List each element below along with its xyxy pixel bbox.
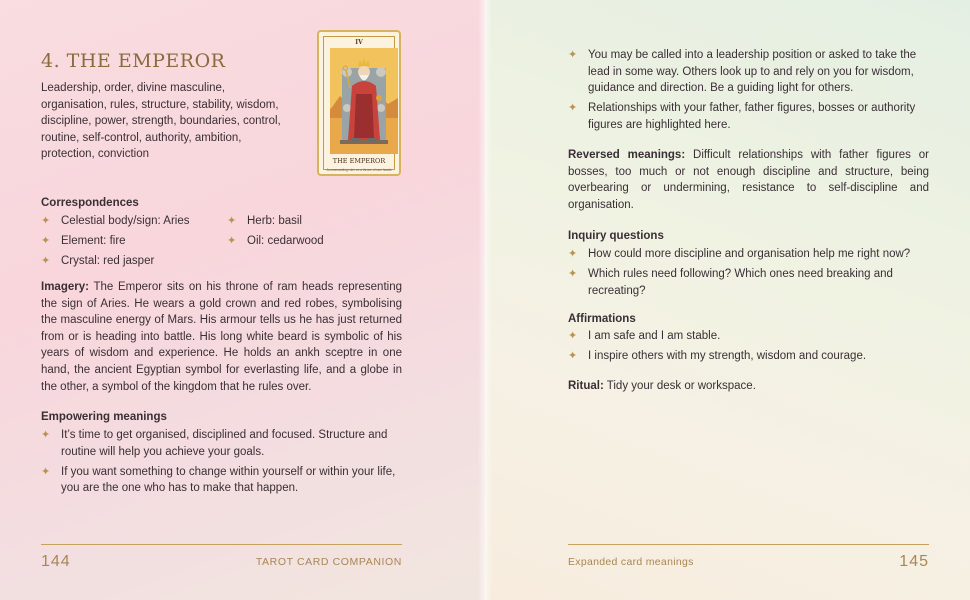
affirmations-heading: Affirmations [568,313,636,325]
page-number: 145 [899,553,929,570]
sparkle-bullet-icon: ✦ [568,330,578,342]
sparkle-bullet-icon: ✦ [568,49,578,61]
correspondences-list-col2 [227,213,377,253]
emperor-illustration [330,48,398,154]
sparkle-bullet-icon: ✦ [41,255,51,268]
sparkle-bullet-icon: ✦ [568,248,578,260]
list-item: ✦ I am safe and I am stable. [568,328,929,345]
list-item: ✦ I inspire others with my strength, wisdom and courage. [568,348,929,365]
reversed-meanings-label: Reversed meanings: [568,149,686,161]
running-title: Expanded card meanings [568,556,694,568]
list-item: ✦ How could more discipline and organisation help me right now? [568,246,929,263]
list-item: ✦ You may be called into a leadership position or asked to take the lead in some way. Others look up to and rely on you for wisdom, guidance and direction. Be a guiding light for others. [568,49,917,95]
sparkle-bullet-icon: ✦ [41,465,51,478]
footer-divider [41,544,402,545]
imagery-label: Imagery: [41,281,89,293]
sparkle-bullet-icon: ✦ [227,215,237,227]
card-frame [323,36,395,170]
card-numeral: IV [355,39,363,46]
sparkle-bullet-icon: ✦ [227,235,237,248]
affirmations-list [568,328,929,368]
card-title: 4. THE EMPEROR [41,50,226,72]
empowering-meanings-list [41,427,402,500]
card-caption: A commanding ruler on a throne of ram heads [326,168,392,172]
sparkle-bullet-icon: ✦ [568,350,578,363]
sparkle-bullet-icon: ✦ [41,235,51,248]
ritual-label: Ritual: [568,380,604,392]
list-item: ✦ It’s time to get organised, disciplined and focused. Structure and routine will help you achieve your goals. [41,429,388,458]
running-title: TAROT CARD COMPANION [255,556,402,568]
sparkle-bullet-icon: ✦ [41,429,51,441]
inquiry-questions-heading: Inquiry questions [568,230,664,242]
emperor-card-image [317,30,401,176]
list-item: ✦ Element: fire [41,233,231,250]
ritual-paragraph: Ritual: Tidy your desk or workspace. [568,380,756,392]
page-number: 144 [41,553,71,570]
list-item: ✦ Relationships with your father, father figures, bosses or authority figures are highlighted here. [568,102,916,131]
correspondences-heading: Correspondences [41,197,139,209]
inquiry-questions-list [568,246,929,303]
empowering-meanings-continued-list [568,47,929,137]
sparkle-bullet-icon: ✦ [568,102,578,115]
card-name-label: THE EMPEROR [332,157,386,165]
imagery-paragraph: Imagery: The Emperor sits on his throne of ram heads representing the sign of Aries. He wears a gold crown and red robes, symbolising the masculine energy of Mars. His armour tells us he has just returned from or is heading into battle. His long white beard is symbolic of his years of wisdom and experience. He holds an ankh sceptre in one hand, the ancient Egyptian symbol for everlasting life, and a globe in the other, a symbol of the kingdom that he rules over. [41,281,402,393]
list-item: ✦ Oil: cedarwood [227,233,377,250]
card-keywords: Leadership, order, divine masculine, organisation, rules, structure, stability, wisdom, discipline, power, strength, boundaries, control, routine, self-control, authority, ambition, protection, conviction [41,82,281,161]
list-item: ✦ Celestial body/sign: Aries [41,213,231,230]
book-gutter [478,0,492,600]
list-item: ✦ Which rules need following? Which ones need breaking and recreating? [568,268,893,297]
correspondences-list-col1 [41,213,231,273]
empowering-meanings-heading: Empowering meanings [41,411,167,423]
footer-divider [568,544,929,545]
reversed-meanings-paragraph: Reversed meanings: Difficult relationships with father figures or bosses, too much or not enough discipline and structure, being overbearing or undermining, resistance to self-discipline and organisation. [568,149,930,211]
sparkle-bullet-icon: ✦ [41,215,51,227]
list-item: ✦ Crystal: red jasper [41,253,231,270]
list-item: ✦ Herb: basil [227,213,377,230]
right-page [485,0,970,600]
sparkle-bullet-icon: ✦ [568,268,578,281]
list-item: ✦ If you want something to change within yourself or within your life, you are the one who has to make that happen. [41,465,396,495]
